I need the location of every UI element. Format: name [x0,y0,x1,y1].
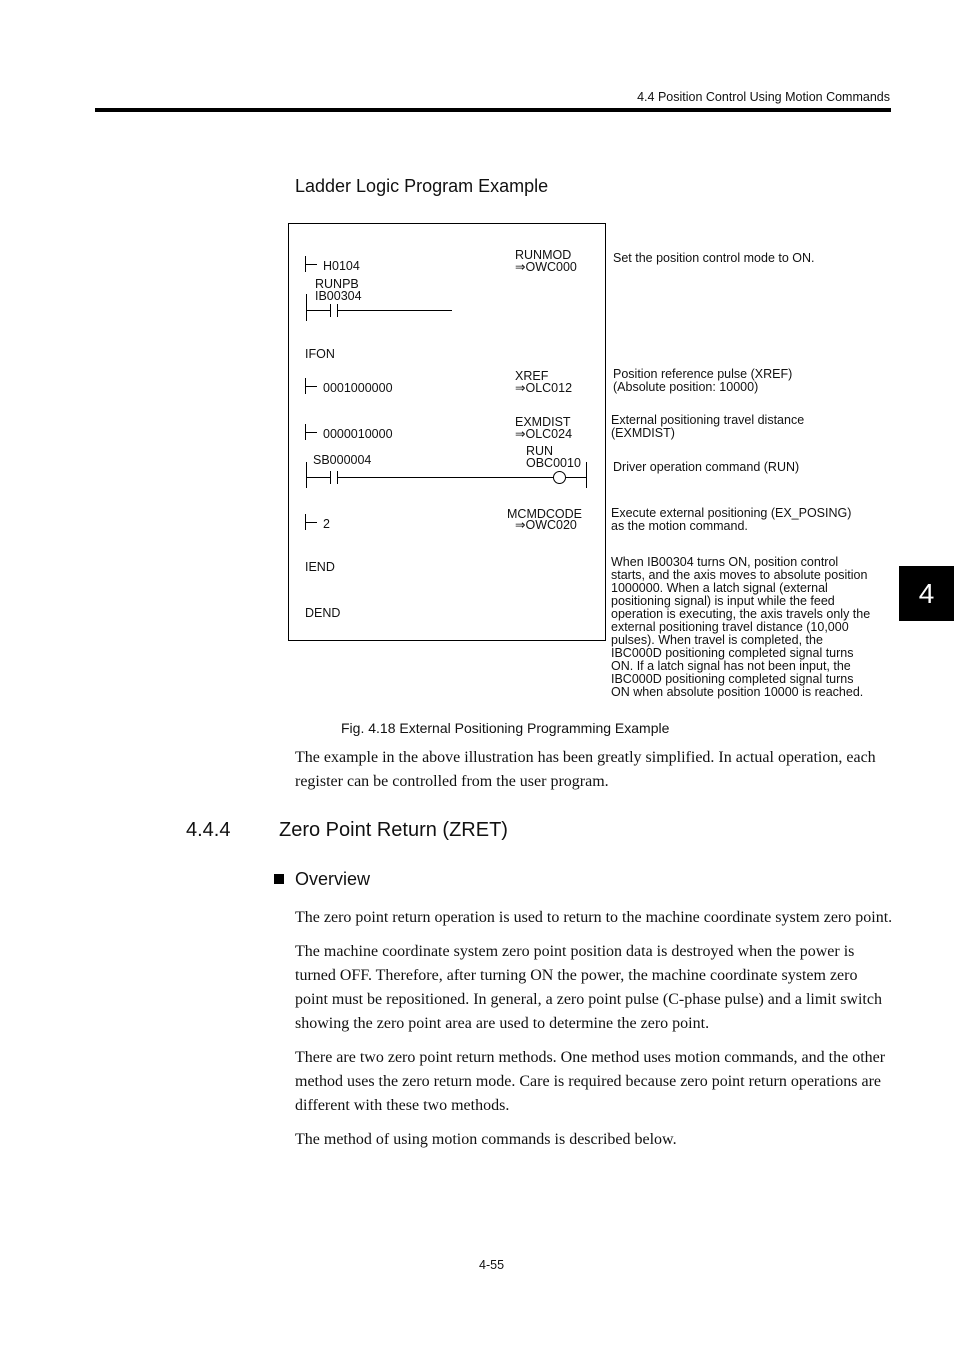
rung2-wire-in [306,310,330,311]
rung2-contact-name: RUNPB [315,277,359,291]
paragraph-method-description: The method of using motion commands is described below. [295,1131,677,1148]
subsection-title: Zero Point Return (ZRET) [279,819,508,841]
rung4-value: 0000010000 [323,427,393,441]
rung5-left-rail [306,462,307,488]
annotation-run: Driver operation command (RUN) [613,460,800,474]
annotation-expos-line2: as the motion command. [611,519,748,533]
rung4-dest-name: EXMDIST [515,415,571,429]
annotation-line: ON. If a latch signal has not been input, the [611,659,851,673]
rung2-contact-left-plate [330,304,331,317]
rung6-dest-name: MCMDCODE [507,507,582,521]
paragraph-figure-note: The example in the above illustration has been greatly simplified. In actual operation, each register can be controlled from the user program. [295,749,876,790]
rung2-left-rail [306,294,307,321]
annotation-xref-line2: (Absolute position: 10000) [613,380,759,394]
rung1-dest-name: RUNMOD [515,248,572,262]
running-header: 4.4 Position Control Using Motion Commands [637,90,890,104]
section-label: Ladder Logic Program Example [295,176,549,196]
annotation-expos-line1: Execute external positioning (EX_POSING) [611,506,852,520]
header-rule [95,108,891,112]
annotation-xref-line1: Position reference pulse (XREF) [613,367,793,381]
rung5-coil-register: OBC0010 [526,456,581,470]
annotation-exmdist-line1: External positioning travel distance [611,413,805,427]
store-instruction-tick [305,522,317,523]
rung5-right-rail [586,462,587,488]
rung4-dest-register: ⇒OLC024 [515,427,573,441]
store-instruction-tick [305,386,317,387]
annotation-position-mode: Set the position control mode to ON. [613,251,815,265]
rung5-wire-out [566,477,586,478]
ifon-label: IFON [305,347,335,361]
rung6-value: 2 [323,517,330,531]
annotation-exmdist-line2: (EXMDIST) [611,426,675,440]
annotation-line: 1000000. When a latch signal (external [611,581,828,595]
rung5-coil-symbol [553,471,566,484]
rung3-dest-register: ⇒OLC012 [515,381,573,395]
annotation-line: starts, and the axis moves to absolute position [611,568,868,582]
subsection-number: 4.4.4 [186,819,231,841]
annotation-line: operation is executing, the axis travels only the [611,607,871,621]
store-instruction-tick [305,432,317,433]
rung5-contact-register: SB000004 [313,453,372,467]
annotation-line: When IB00304 turns ON, position control [611,555,839,569]
square-bullet-icon [274,874,284,884]
dend-label: DEND [305,606,341,620]
rung5-wire-in [306,477,330,478]
paragraph-return-methods: There are two zero point return methods. One method uses motion commands, and the other method uses the zero return mode. Care is required because zero point return operations are different with these two methods. [295,1049,886,1114]
store-instruction-tick [305,264,317,265]
rung2-wire-out [337,310,452,311]
rung5-coil-name: RUN [526,444,554,458]
rung6-dest-register: ⇒OWC020 [515,518,577,532]
rung5-wire-mid [337,477,554,478]
annotation-line: IBC000D positioning completed signal turns [611,646,854,660]
annotation-operation-description [611,556,870,699]
paragraph-zero-point-data: The machine coordinate system zero point position data is destroyed when the power is turned OFF. Therefore, after turning ON the power, the machine coordinate system zero point must be repositioned. In general, a zero point pulse (C-phase pulse) and a limit switch showing the zero point area are used to determine the zero point. [295,943,882,1032]
figure-caption: Fig. 4.18 External Positioning Programming Example [341,720,670,736]
rung1-value: H0104 [323,259,360,273]
annotation-line: external positioning travel distance (10,000 [611,620,849,634]
rung5-contact-left-plate [330,471,331,484]
annotation-line: ON when absolute position 10000 is reached. [611,685,864,699]
page-number: 4-55 [479,1258,505,1272]
iend-label: IEND [305,560,335,574]
chapter-tab: 4 [899,566,954,621]
annotation-line: IBC000D positioning completed signal turns [611,672,854,686]
annotation-line: pulses). When travel is completed, the [611,633,823,647]
overview-heading: Overview [295,869,371,889]
paragraph-zero-return-intro: The zero point return operation is used to return to the machine coordinate system zero point. [295,909,893,926]
rung1-dest-register: ⇒OWC000 [515,260,577,274]
rung3-value: 0001000000 [323,381,393,395]
annotation-line: positioning signal) is input while the feed [611,594,835,608]
rung3-dest-name: XREF [515,369,549,383]
rung2-contact-register: IB00304 [315,289,362,303]
